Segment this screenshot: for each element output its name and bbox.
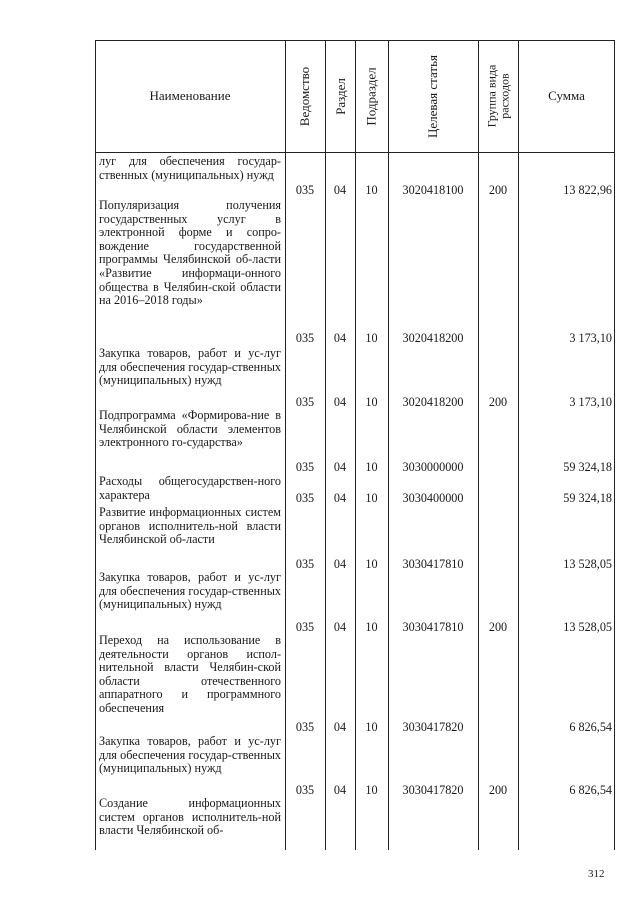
page-number: 312 xyxy=(588,868,605,880)
expense-group-cell: 200 xyxy=(488,395,508,409)
row-name: Подпрограмма «Формирова-ние в Челябинской области элементов электронного го-сударства» xyxy=(99,408,281,450)
target-article-cell: 3030417820 xyxy=(402,720,464,734)
amount-cell: 13 822,96 xyxy=(563,183,612,197)
amount-cell: 6 826,54 xyxy=(569,783,612,797)
subsection-cell: 10 xyxy=(365,557,378,571)
header-amount xyxy=(518,40,615,152)
department-cell: 035 xyxy=(295,620,315,634)
subsection-cell: 10 xyxy=(365,491,378,505)
row-name: Развитие информационных систем органов исполнитель-ной власти Челябинской об-ласти xyxy=(99,505,281,547)
section-cell: 04 xyxy=(333,620,347,634)
amount-cell: 13 528,05 xyxy=(563,557,612,571)
expense-group-cell: 200 xyxy=(488,183,508,197)
subsection-cell: 10 xyxy=(365,183,378,197)
section-cell: 04 xyxy=(333,783,347,797)
subsection-cell: 10 xyxy=(365,620,378,634)
row-name: Расходы общегосударствен-ного характера xyxy=(99,474,281,502)
subsection-cell: 10 xyxy=(365,720,378,734)
target-article-cell: 3020418200 xyxy=(402,395,464,409)
amount-cell: 59 324,18 xyxy=(563,491,612,505)
target-article-cell: 3030417820 xyxy=(402,783,464,797)
amount-cell: 13 528,05 xyxy=(563,620,612,634)
row-name: Популяризация получения государственных услуг в электронной форме и сопро-вождение государственной программы Челябинской об-ласти «Развитие информаци-онного общества в Челябин-ской области на 2016–2018 годы» xyxy=(99,198,281,308)
row-name: луг для обеспечения государ-ственных (муниципальных) нужд xyxy=(99,154,281,182)
header-expense-group-text: Группа вида расходов xyxy=(484,64,511,128)
row-name: Закупка товаров, работ и ус-луг для обеспечения государ-ственных (муниципальных) нужд xyxy=(99,346,281,388)
section-cell: 04 xyxy=(333,395,347,409)
header-department xyxy=(285,40,325,152)
target-article-cell: 3020418100 xyxy=(402,183,464,197)
department-cell: 035 xyxy=(295,331,315,345)
department-cell: 035 xyxy=(295,395,315,409)
row-name: Создание информационных систем органов исполнитель-ной власти Челябинской об- xyxy=(99,796,281,838)
target-article-cell: 3020418200 xyxy=(402,331,464,345)
department-cell: 035 xyxy=(295,491,315,505)
amount-cell: 3 173,10 xyxy=(569,395,612,409)
subsection-cell: 10 xyxy=(365,331,378,345)
department-cell: 035 xyxy=(295,720,315,734)
subsection-cell: 10 xyxy=(365,783,378,797)
column-divider xyxy=(478,40,479,850)
target-article-cell: 3030417810 xyxy=(402,557,464,571)
department-cell: 035 xyxy=(295,183,315,197)
header-department-text: Ведомство xyxy=(297,66,313,126)
amount-cell: 3 173,10 xyxy=(569,331,612,345)
subsection-cell: 10 xyxy=(365,395,378,409)
target-article-cell: 3030400000 xyxy=(402,491,464,505)
header-subsection-text: Подраздел xyxy=(364,66,380,126)
section-cell: 04 xyxy=(333,331,347,345)
subsection-cell: 10 xyxy=(365,460,378,474)
header-expense-group xyxy=(478,40,518,152)
amount-cell: 6 826,54 xyxy=(569,720,612,734)
section-cell: 04 xyxy=(333,720,347,734)
header-name-text: Наименование xyxy=(149,88,231,103)
department-cell: 035 xyxy=(295,460,315,474)
target-article-cell: 3030000000 xyxy=(402,460,464,474)
row-name: Закупка товаров, работ и ус-луг для обеспечения государ-ственных (муниципальных) нужд xyxy=(99,734,281,776)
department-cell: 035 xyxy=(295,557,315,571)
target-article-cell: 3030417810 xyxy=(402,620,464,634)
expense-group-cell: 200 xyxy=(488,620,508,634)
expense-group-cell: 200 xyxy=(488,783,508,797)
section-cell: 04 xyxy=(333,460,347,474)
section-cell: 04 xyxy=(333,491,347,505)
row-name: Закупка товаров, работ и ус-луг для обеспечения государ-ственных (муниципальных) нужд xyxy=(99,570,281,612)
row-name: Переход на использование в деятельности органов испол-нительной власти Челябин-ской области отечественного аппаратного и программного обеспечения xyxy=(99,633,281,715)
header-section-text: Раздел xyxy=(332,77,348,115)
header-target-article-text: Целевая статья xyxy=(425,54,441,138)
amount-cell: 59 324,18 xyxy=(563,460,612,474)
section-cell: 04 xyxy=(333,557,347,571)
header-subsection xyxy=(355,40,388,152)
header-amount-text: Сумма xyxy=(548,88,585,103)
section-cell: 04 xyxy=(333,183,347,197)
header-name xyxy=(95,40,285,152)
header-section xyxy=(325,40,355,152)
header-target-article xyxy=(388,40,478,152)
department-cell: 035 xyxy=(295,783,315,797)
